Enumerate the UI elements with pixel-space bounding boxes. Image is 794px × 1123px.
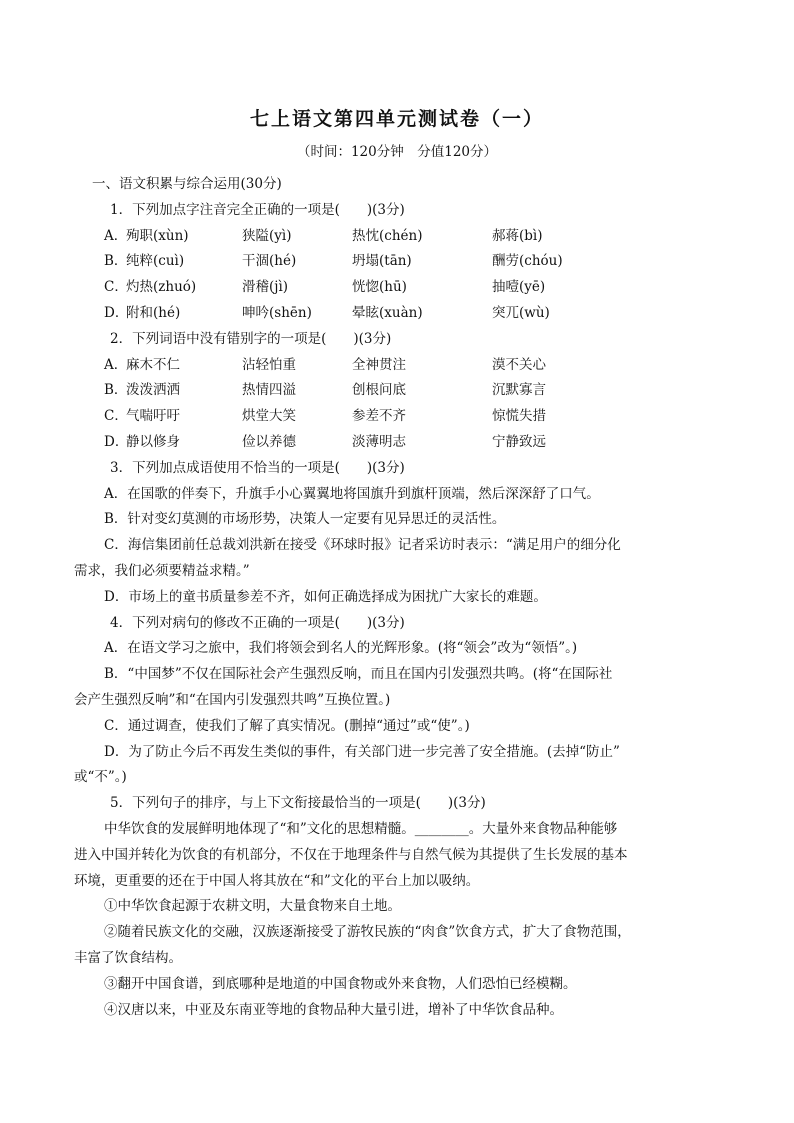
option-item: 麻木不仁 — [126, 356, 180, 373]
option-item: 沾轻怕重 — [242, 356, 296, 373]
page-title: 七上语文第四单元测试卷（一） — [249, 108, 544, 130]
section-heading: 一、语文积累与综合运用(30分) — [92, 176, 282, 192]
q4-option-a: A．在语文学习之旅中，我们将领会到名人的光辉形象。(将“领会”改为“领悟”。) — [104, 640, 578, 657]
q1-option-b — [104, 249, 724, 275]
q2-option-d — [104, 430, 724, 456]
q3-option-d: D．市场上的童书质量参差不齐，如何正确选择成为困扰广大家长的难题。 — [104, 588, 547, 605]
q5-sentence-2-continued: 丰富了饮食结构。 — [74, 949, 182, 966]
question-5-stem: 5．下列句子的排序，与上下文衔接最恰当的一项是( )(3分) — [110, 795, 486, 812]
option-item: 附和(hé) — [126, 304, 181, 321]
option-item: 狭隘(yì) — [242, 227, 292, 244]
q2-option-c — [104, 404, 724, 430]
option-item: 烘堂大笑 — [242, 408, 296, 425]
q5-sentence-2: ②随着民族文化的交融，汉族逐渐接受了游牧民族的“肉食”饮食方式，扩大了食物范围， — [104, 924, 631, 941]
option-item: 灼热(zhuó) — [126, 279, 197, 296]
option-item: 晕眩(xuàn) — [352, 304, 423, 321]
q5-sentence-1: ①中华饮食起源于农耕文明，大量食物来自土地。 — [104, 898, 401, 915]
option-item: 泼泼洒洒 — [126, 382, 180, 399]
q4-option-b-continued: 会产生强烈反响”和“在国内引发强烈共鸣”互换位置。) — [74, 691, 391, 708]
option-item: 全神贯注 — [352, 356, 406, 373]
option-item: 创根问底 — [352, 382, 406, 399]
q4-option-d: D．为了防止今后不再发生类似的事件，有关部门进一步完善了安全措施。(去掉“防止” — [104, 743, 620, 760]
option-item: 恍惚(hū) — [352, 279, 407, 296]
option-item: 气喘吁吁 — [126, 408, 180, 425]
option-item: 坍塌(tān) — [352, 253, 412, 270]
option-item: 殉职(xùn) — [126, 227, 189, 244]
option-item: 参差不齐 — [352, 408, 406, 425]
q1-option-c — [104, 275, 724, 301]
q3-option-b: B．针对变幻莫测的市场形势，决策人一定要有见异思迁的灵活性。 — [104, 511, 506, 528]
q5-passage-line: 进入中国并转化为饮食的有机部分，不仅在于地理条件与自然气候为其提供了生长发展的基本 — [74, 846, 628, 863]
option-item: 干涸(hé) — [242, 253, 297, 270]
option-item: 俭以养德 — [242, 433, 296, 450]
question-3-stem: 3．下列加点成语使用不恰当的一项是( )(3分) — [110, 459, 405, 476]
option-label: C． — [104, 279, 128, 296]
exam-time-score: （时间：120分钟 分值120分） — [296, 144, 498, 160]
q1-option-a — [104, 224, 724, 250]
option-label: A． — [104, 227, 128, 244]
option-label: B． — [104, 253, 128, 270]
option-item: 热忱(chén) — [352, 227, 423, 244]
q2-option-b — [104, 378, 724, 404]
option-item: 宁静致远 — [492, 433, 546, 450]
option-item: 淡薄明志 — [352, 433, 406, 450]
option-label: B． — [104, 382, 128, 399]
q4-option-c: C．通过调查，使我们了解了真实情况。(删掉“通过”或“使”。) — [104, 717, 470, 734]
q2-option-a — [104, 353, 724, 379]
q5-sentence-3: ③翻开中国食谱，到底哪种是地道的中国食物或外来食物，人们恐怕已经模糊。 — [104, 975, 577, 992]
option-item: 滑稽(jì) — [242, 279, 289, 296]
q4-option-d-continued: 或“不”。) — [74, 769, 127, 786]
q5-sentence-4: ④汉唐以来，中亚及东南亚等地的食物品种大量引进，增补了中华饮食品种。 — [104, 1001, 563, 1018]
option-item: 呻吟(shēn) — [242, 304, 312, 321]
q4-option-b: B．“中国梦”不仅在国际社会产生强烈反响，而且在国内引发强烈共鸣。(将“在国际社 — [104, 666, 613, 683]
option-item: 纯粹(cuì) — [126, 253, 185, 270]
option-item: 漠不关心 — [492, 356, 546, 373]
question-1-stem: 1．下列加点字注音完全正确的一项是( )(3分) — [110, 201, 405, 218]
q3-option-c: C．海信集团前任总裁刘洪新在接受《环球时报》记者采访时表示：“满足用户的细分化 — [104, 537, 621, 554]
question-4-stem: 4．下列对病句的修改不正确的一项是( )(3分) — [110, 614, 405, 631]
option-item: 静以修身 — [126, 433, 180, 450]
option-item: 惊慌失措 — [492, 408, 546, 425]
q5-passage-line: 环境，更重要的还在于中国人将其放在“和”文化的平台上加以吸纳。 — [74, 872, 480, 889]
option-item: 抽噎(yē) — [492, 279, 546, 296]
option-label: C． — [104, 408, 128, 425]
question-2-stem: 2．下列词语中没有错别字的一项是( )(3分) — [110, 330, 392, 347]
exam-body — [74, 172, 724, 1023]
option-item: 热情四溢 — [242, 382, 296, 399]
option-label: D． — [104, 433, 129, 450]
option-label: D． — [104, 304, 129, 321]
q3-option-a: A．在国歌的伴奏下，升旗手小心翼翼地将国旗升到旗杆顶端，然后深深舒了口气。 — [104, 485, 600, 502]
option-item: 沉默寡言 — [492, 382, 546, 399]
q3-option-c-continued: 需求，我们必须要精益求精。” — [74, 562, 250, 579]
option-label: A． — [104, 356, 128, 373]
option-item: 酬劳(chóu) — [492, 253, 563, 270]
option-item: 郝蒋(bì) — [492, 227, 543, 244]
q1-option-d — [104, 301, 724, 327]
option-item: 突兀(wù) — [492, 304, 550, 321]
q5-passage-line: 中华饮食的发展鲜明地体现了“和”文化的思想精髓。________。大量外来食物品种能够 — [104, 820, 618, 837]
